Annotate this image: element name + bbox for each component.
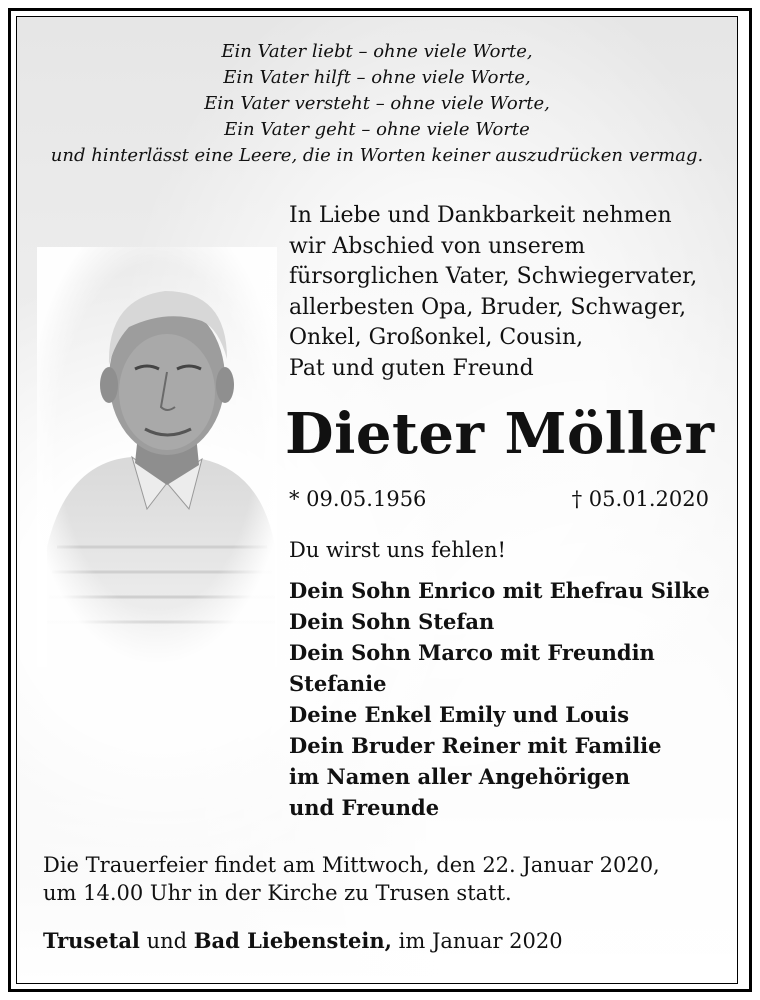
deceased-name: Dieter Möller bbox=[285, 401, 715, 467]
place-bad-liebenstein: Bad Liebenstein, bbox=[193, 928, 392, 953]
closing-date: im Januar 2020 bbox=[391, 929, 563, 953]
intro-line: wir Abschied von unserem bbox=[289, 233, 586, 259]
poem-line: Ein Vater versteht – ohne viele Worte, bbox=[204, 93, 550, 114]
mourner-line: Dein Sohn Enrico mit Ehefrau Silke bbox=[289, 578, 710, 603]
death-date: † 05.01.2020 bbox=[571, 487, 709, 511]
intro-line: Pat und guten Freund bbox=[289, 355, 534, 381]
mourner-line: Dein Bruder Reiner mit Familie bbox=[289, 733, 662, 758]
mourner-line: Stefanie bbox=[289, 671, 387, 696]
mourner-line: Dein Sohn Stefan bbox=[289, 609, 495, 634]
intro-line: Onkel, Großonkel, Cousin, bbox=[289, 325, 584, 350]
mourner-line: Dein Sohn Marco mit Freundin bbox=[289, 640, 655, 665]
portrait-photo bbox=[37, 247, 277, 667]
mourners-list bbox=[289, 575, 729, 823]
service-line: um 14.00 Uhr in der Kirche zu Trusen statt. bbox=[43, 881, 512, 905]
life-dates bbox=[289, 487, 709, 511]
poem-line: und hinterlässt eine Leere, die in Worten keiner auszudrücken vermag. bbox=[50, 145, 704, 166]
poem bbox=[17, 39, 737, 169]
service-line: Die Trauerfeier findet am Mittwoch, den 22. Januar 2020, bbox=[43, 853, 660, 877]
obituary-notice bbox=[16, 16, 738, 984]
funeral-service-info bbox=[43, 851, 723, 907]
mourner-line: Deine Enkel Emily und Louis bbox=[289, 702, 630, 727]
mourner-line: im Namen aller Angehörigen bbox=[289, 764, 631, 789]
poem-line: Ein Vater geht – ohne viele Worte bbox=[224, 119, 530, 140]
poem-line: Ein Vater hilft – ohne viele Worte, bbox=[223, 67, 531, 88]
poem-line: Ein Vater liebt – ohne viele Worte, bbox=[221, 41, 533, 62]
intro-text bbox=[289, 201, 729, 384]
place-trusetal: Trusetal bbox=[43, 928, 140, 953]
mourner-line: und Freunde bbox=[289, 795, 440, 820]
intro-line: fürsorglichen Vater, Schwiegervater, bbox=[289, 264, 698, 289]
intro-line: In Liebe und Dankbarkeit nehmen bbox=[289, 203, 672, 228]
birth-date: * 09.05.1956 bbox=[289, 487, 427, 511]
conjunction: und bbox=[139, 929, 194, 953]
farewell-line: Du wirst uns fehlen! bbox=[289, 538, 506, 562]
intro-line: allerbesten Opa, Bruder, Schwager, bbox=[289, 294, 687, 320]
closing-line bbox=[43, 928, 563, 953]
